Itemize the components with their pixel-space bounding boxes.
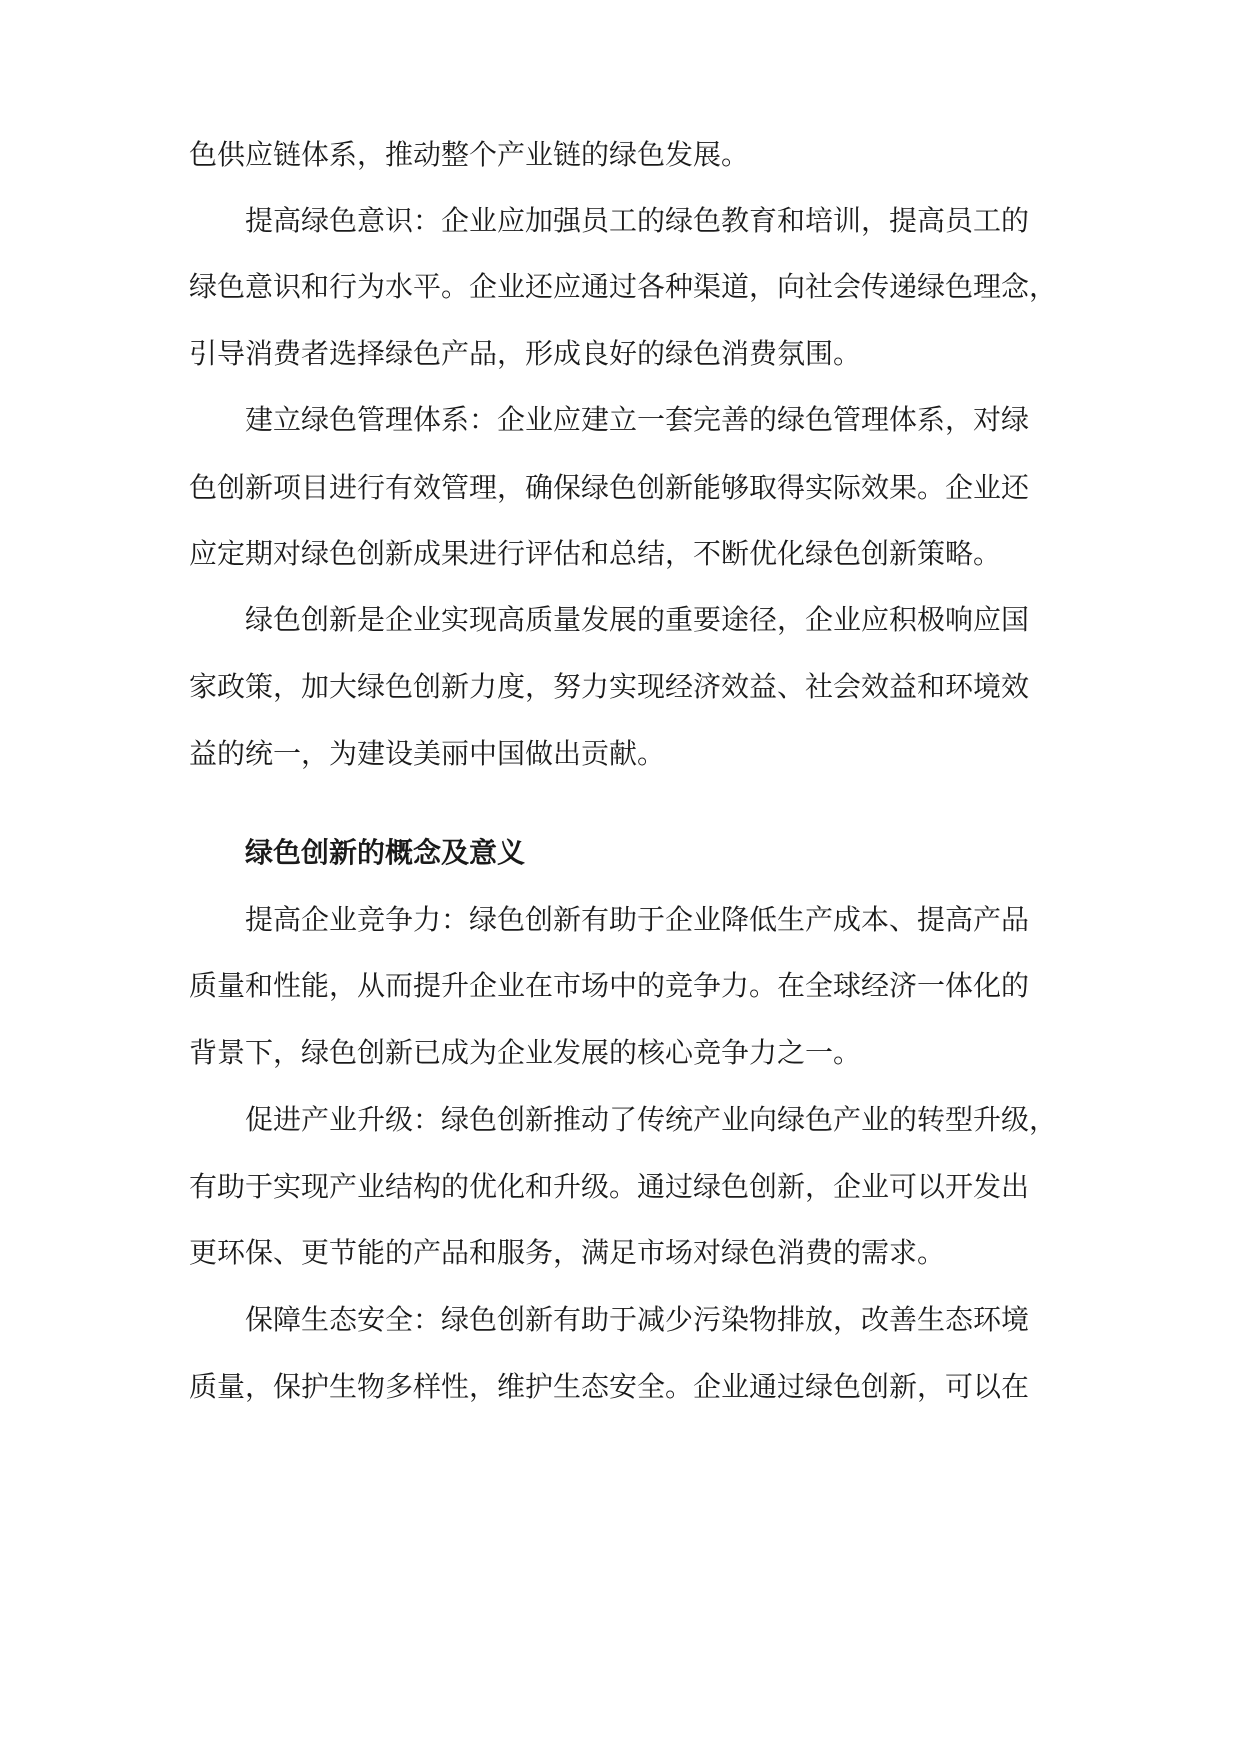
paragraph-first-line: 提高绿色意识：企业应加强员工的绿色教育和培训，提高员工的 xyxy=(245,204,1030,237)
text-line: 益的统一，为建设美丽中国做出贡献。 xyxy=(189,737,666,770)
text-line: 引导消费者选择绿色产品，形成良好的绿色消费氛围。 xyxy=(189,337,862,370)
text-line: 应定期对绿色创新成果进行评估和总结，不断优化绿色创新策略。 xyxy=(189,537,1002,570)
text-line: 背景下，绿色创新已成为企业发展的核心竞争力之一。 xyxy=(189,1036,862,1069)
paragraph-first-line: 绿色创新是企业实现高质量发展的重要途径，企业应积极响应国 xyxy=(245,603,1030,636)
paragraph-first-line: 提高企业竞争力：绿色创新有助于企业降低生产成本、提高产品 xyxy=(245,903,1030,936)
text-line: 质量和性能，从而提升企业在市场中的竞争力。在全球经济一体化的 xyxy=(189,969,1030,1002)
text-line: 有助于实现产业结构的优化和升级。通过绿色创新，企业可以开发出 xyxy=(189,1170,1030,1203)
text-line: 绿色意识和行为水平。企业还应通过各种渠道，向社会传递绿色理念， xyxy=(189,270,1058,303)
paragraph-first-line: 促进产业升级：绿色创新推动了传统产业向绿色产业的转型升级， xyxy=(245,1103,1058,1136)
text-line: 色创新项目进行有效管理，确保绿色创新能够取得实际效果。企业还 xyxy=(189,471,1030,504)
text-line: 更环保、更节能的产品和服务，满足市场对绿色消费的需求。 xyxy=(189,1236,946,1269)
text-line: 色供应链体系，推动整个产业链的绿色发展。 xyxy=(189,138,750,171)
section-heading: 绿色创新的概念及意义 xyxy=(245,836,526,869)
paragraph-first-line: 建立绿色管理体系：企业应建立一套完善的绿色管理体系，对绿 xyxy=(245,403,1030,436)
text-line: 质量，保护生物多样性，维护生态安全。企业通过绿色创新，可以在 xyxy=(189,1370,1030,1403)
paragraph-first-line: 保障生态安全：绿色创新有助于减少污染物排放，改善生态环境 xyxy=(245,1303,1030,1336)
text-line: 家政策，加大绿色创新力度，努力实现经济效益、社会效益和环境效 xyxy=(189,670,1030,703)
